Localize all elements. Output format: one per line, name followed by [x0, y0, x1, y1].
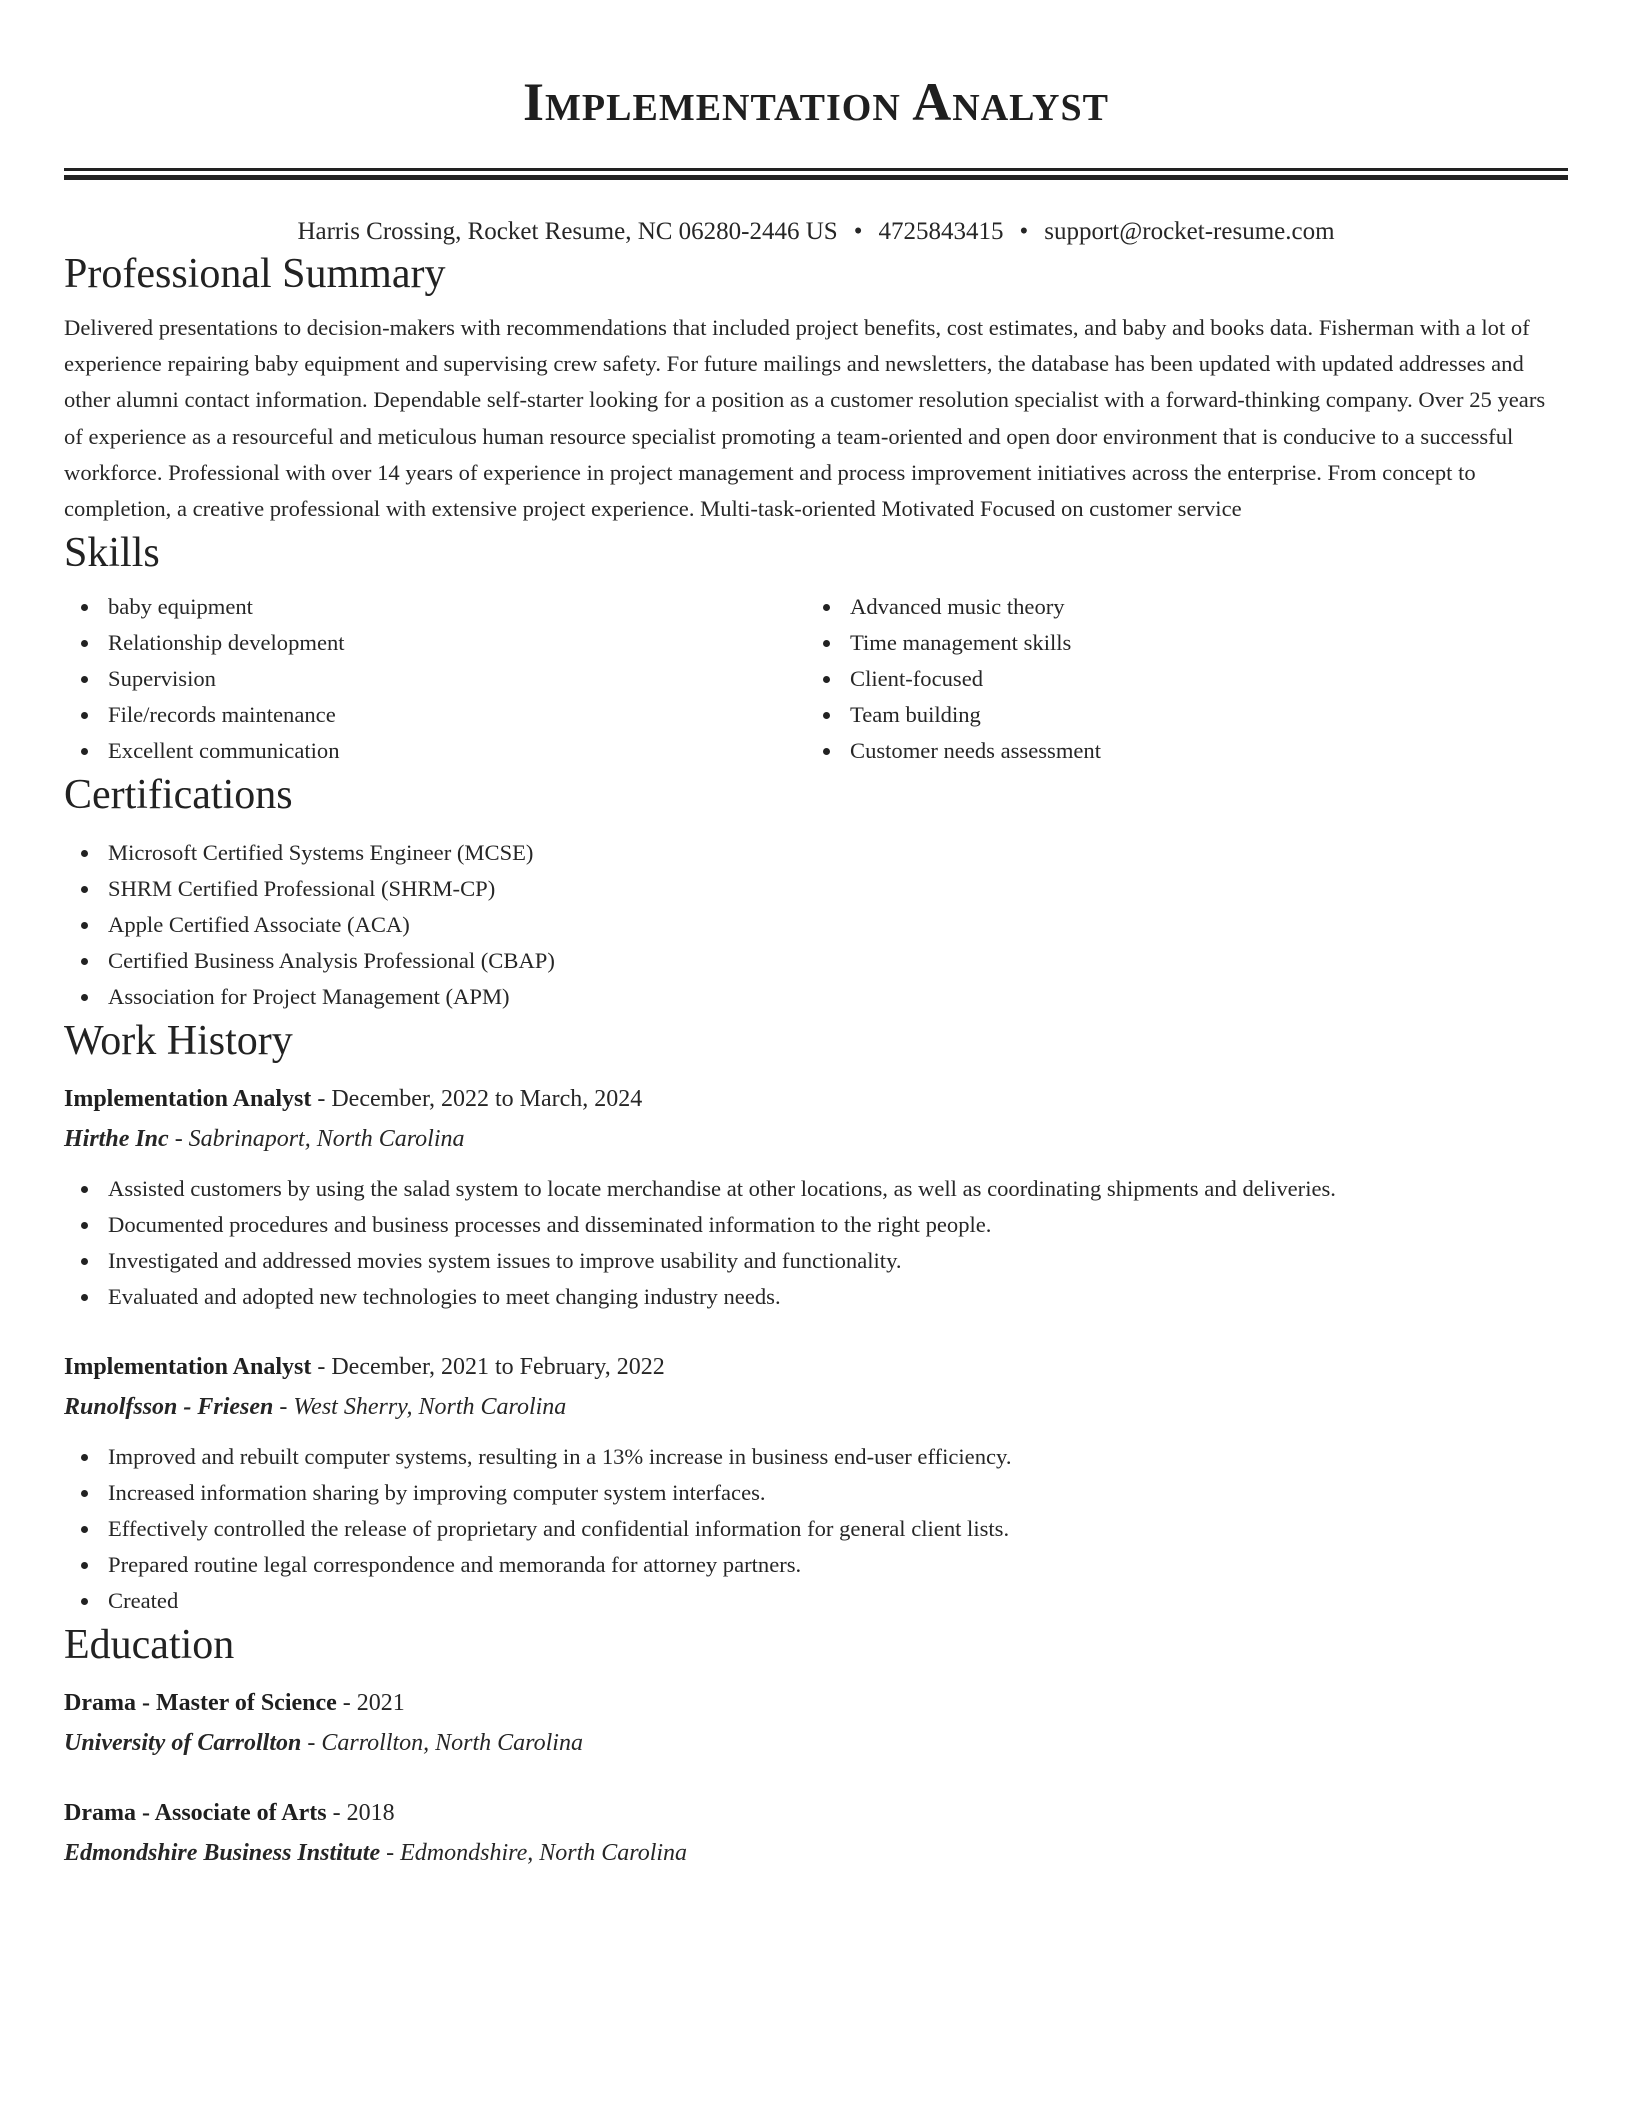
skills-list: [64, 589, 1568, 769]
work-history-heading: Work History: [64, 1018, 293, 1065]
education-entry: [64, 1793, 1568, 1873]
skills-heading: Skills: [64, 530, 160, 577]
education-location: - Edmondshire, North Carolina: [380, 1840, 688, 1867]
education-school: Edmondshire Business Institute: [64, 1840, 381, 1867]
job-duty: Increased information sharing by improving computer system interfaces.: [64, 1475, 1568, 1511]
job-dates: - December, 2022 to March, 2024: [311, 1086, 643, 1113]
skill-item: Excellent communication: [64, 733, 806, 769]
job-duty: Evaluated and adopted new technologies to meet changing industry needs.: [64, 1279, 1568, 1315]
job-company-line: [64, 1119, 1568, 1159]
skill-item: Customer needs assessment: [806, 733, 1548, 769]
job-location: - West Sherry, North Carolina: [273, 1394, 567, 1421]
contact-separator: •: [1019, 218, 1029, 245]
education-degree: Drama - Master of Science: [64, 1690, 337, 1717]
job-title-line: [64, 1347, 1568, 1387]
job-company: Hirthe Inc: [64, 1126, 169, 1153]
certifications-list: [64, 835, 1568, 1015]
title-divider-thin: [64, 168, 1568, 171]
title-divider-thick: [64, 175, 1568, 180]
education-year: - 2018: [326, 1800, 395, 1827]
education-year: - 2021: [336, 1690, 405, 1717]
job-duty: Effectively controlled the release of proprietary and confidential information for general client lists.: [64, 1511, 1568, 1547]
job-title: Implementation Analyst: [64, 1354, 312, 1381]
education-school-line: [64, 1833, 1568, 1873]
certification-item: Apple Certified Associate (ACA): [64, 907, 1568, 943]
skill-item: Supervision: [64, 661, 806, 697]
education-degree-line: [64, 1793, 1568, 1833]
skills-column-right: [806, 589, 1548, 769]
job-entry: [64, 1347, 1568, 1619]
job-duties: [64, 1171, 1568, 1315]
skill-item: Team building: [806, 697, 1548, 733]
education-entry: [64, 1683, 1568, 1763]
skill-item: File/records maintenance: [64, 697, 806, 733]
education-heading: Education: [64, 1622, 235, 1669]
skill-item: Relationship development: [64, 625, 806, 661]
education-school-line: [64, 1723, 1568, 1763]
job-company-line: [64, 1387, 1568, 1427]
education-degree-line: [64, 1683, 1568, 1723]
skill-item: Advanced music theory: [806, 589, 1548, 625]
job-duty: Investigated and addressed movies system issues to improve usability and functionality.: [64, 1243, 1568, 1279]
summary-heading: Professional Summary: [64, 251, 446, 297]
job-duty: Prepared routine legal correspondence and memoranda for attorney partners.: [64, 1547, 1568, 1583]
skill-item: Client-focused: [806, 661, 1548, 697]
certification-item: SHRM Certified Professional (SHRM-CP): [64, 871, 1568, 907]
job-duty: Improved and rebuilt computer systems, resulting in a 13% increase in business end-user efficiency.: [64, 1439, 1568, 1475]
certification-item: Association for Project Management (APM): [64, 979, 1568, 1015]
summary-text: Delivered presentations to decision-makers with recommendations that included project benefits, cost estimates, and baby and books data. Fisherman with a lot of experience repairing baby equipment and supervising crew safety. For future mailings and newsletters, the database has been updated with updated addresses and other alumni contact information. Dependable self-starter looking for a position as a customer resolution specialist with a forward-thinking company. Over 25 years of experience as a resourceful and meticulous human resource specialist promoting a team-oriented and open door environment that is conducive to a successful workforce. Professional with over 14 years of experience in project management and process improvement initiatives across the enterprise. From concept to completion, a creative professional with extensive project experience. Multi-task-oriented Motivated Focused on customer service: [64, 315, 1546, 522]
job-duty: Documented procedures and business processes and disseminated information to the right people.: [64, 1207, 1568, 1243]
contact-phone: 4725843415: [878, 218, 1004, 245]
job-duty: Assisted customers by using the salad system to locate merchandise at other locations, as well as coordinating shipments and deliveries.: [64, 1171, 1568, 1207]
education-degree: Drama - Associate of Arts: [64, 1800, 327, 1827]
contact-address: Harris Crossing, Rocket Resume, NC 06280-2446 US: [297, 218, 838, 245]
skill-item: baby equipment: [64, 589, 806, 625]
skill-item: Time management skills: [806, 625, 1548, 661]
job-title-line: [64, 1079, 1568, 1119]
certification-item: Microsoft Certified Systems Engineer (MCSE): [64, 835, 1568, 871]
job-duty: Created: [64, 1583, 1568, 1619]
certifications-heading: Certifications: [64, 772, 293, 819]
page-title: Implementation Analyst: [523, 72, 1109, 132]
contact-line: [64, 216, 1568, 248]
education-school: University of Carrollton: [64, 1730, 302, 1757]
job-entry: [64, 1079, 1568, 1315]
contact-separator: •: [853, 218, 863, 245]
job-title: Implementation Analyst: [64, 1086, 312, 1113]
skills-column-left: [64, 589, 806, 769]
contact-email: support@rocket-resume.com: [1044, 218, 1335, 245]
job-company: Runolfsson - Friesen: [64, 1394, 274, 1421]
education-location: - Carrollton, North Carolina: [301, 1730, 583, 1757]
job-duties: [64, 1439, 1568, 1619]
job-dates: - December, 2021 to February, 2022: [311, 1354, 665, 1381]
certification-item: Certified Business Analysis Professional (CBAP): [64, 943, 1568, 979]
job-location: - Sabrinaport, North Carolina: [168, 1126, 465, 1153]
resume-content: [64, 0, 1568, 1873]
